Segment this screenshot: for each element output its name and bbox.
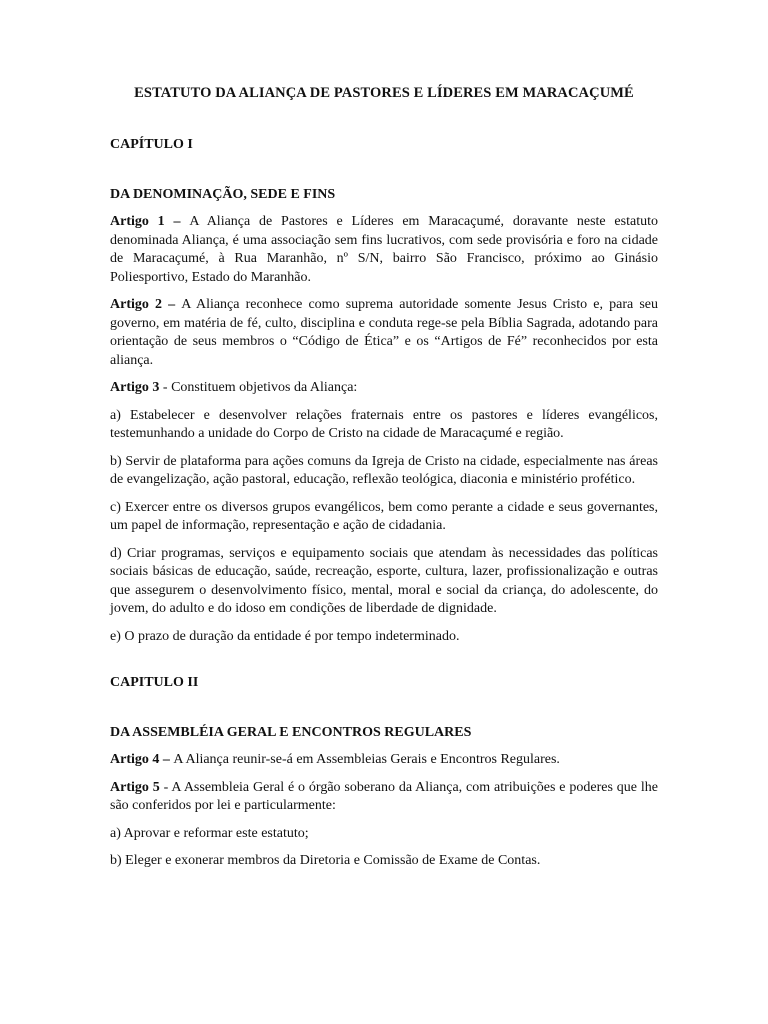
article-label: Artigo 4 — [110, 752, 160, 767]
section-heading: DA ASSEMBLÉIA GERAL E ENCONTROS REGULARES — [110, 725, 472, 740]
article-separator: - — [159, 380, 172, 395]
article-label: Artigo 1 — [110, 214, 165, 229]
list-item: d) Criar programas, serviços e equipamento sociais que atendam às necessidades das políticas sociais básicas de educação, saúde, recreação, esporte, cultura, lazer, profissionalização e outras que assegurem o desenvolvimento físico, mental, moral e social da criança, do adolescente, do jovem, do adulto e do idoso em condições de liberdade de dignidade. — [110, 545, 658, 616]
article-separator: – — [159, 752, 174, 767]
article-paragraph — [110, 296, 658, 370]
article-paragraph — [110, 751, 658, 770]
article-text: A Aliança reunir-se-á em Assembleias Gerais e Encontros Regulares. — [173, 752, 560, 767]
chapter-heading: CAPÍTULO I — [110, 137, 193, 152]
list-item: c) Exercer entre os diversos grupos evangélicos, bem como perante a cidade e seus governantes, um papel de informação, representação e ação de cidadania. — [110, 499, 658, 533]
document-title: ESTATUTO DA ALIANÇA DE PASTORES E LÍDERES EM MARACAÇUMÉ — [134, 85, 634, 101]
article-label: Artigo 5 — [110, 779, 160, 795]
list-item: b) Servir de plataforma para ações comuns da Igreja de Cristo na cidade, especialmente nas áreas de evangelização, ação pastoral, educação, reflexão teológica, diaconia e ministério profético. — [110, 453, 658, 487]
article-paragraph — [110, 779, 658, 816]
article-separator: - — [159, 779, 172, 795]
list-item: a) Aprovar e reformar este estatuto; — [110, 825, 309, 841]
article-text: Constituem objetivos da Aliança: — [171, 380, 358, 395]
article-label: Artigo 2 — [110, 297, 163, 312]
article-text: A Aliança reconhece como suprema autoridade somente Jesus Cristo e, para seu governo, em matéria de fé, culto, disciplina e conduta rege-se pela Bíblia Sagrada, adotando para orientação de seus membros o “Código de Ética” e os “Artigos de Fé” reconhecidos por esta aliança. — [110, 297, 658, 368]
list-item: e) O prazo de duração da entidade é por tempo indeterminado. — [110, 628, 460, 644]
article-paragraph — [110, 379, 658, 398]
chapter-heading: CAPITULO II — [110, 675, 199, 690]
article-paragraph — [110, 213, 658, 287]
list-item: b) Eleger e exonerar membros da Diretoria e Comissão de Exame de Contas. — [110, 853, 541, 868]
article-text: A Aliança de Pastores e Líderes em Maracaçumé, doravante neste estatuto denominada Aliança, é uma associação sem fins lucrativos, com sede provisória e foro na cidade de Maracaçumé, à Rua Maranhão, nº S/N, bairro São Francisco, próximo ao Ginásio Poliesportivo, Estado do Maranhão. — [110, 214, 658, 285]
article-separator: – — [162, 297, 182, 312]
section-heading: DA DENOMINAÇÃO, SEDE E FINS — [110, 187, 336, 202]
article-label: Artigo 3 — [110, 380, 160, 395]
article-separator: – — [164, 214, 190, 229]
list-item: a) Estabelecer e desenvolver relações fraternais entre os pastores e líderes evangélicos, testemunhando a unidade do Corpo de Cristo na cidade de Maracaçumé e região. — [110, 407, 658, 441]
article-text: A Assembleia Geral é o órgão soberano da Aliança, com atribuições e poderes que lhe são conferidos por lei e particularmente: — [110, 779, 658, 813]
